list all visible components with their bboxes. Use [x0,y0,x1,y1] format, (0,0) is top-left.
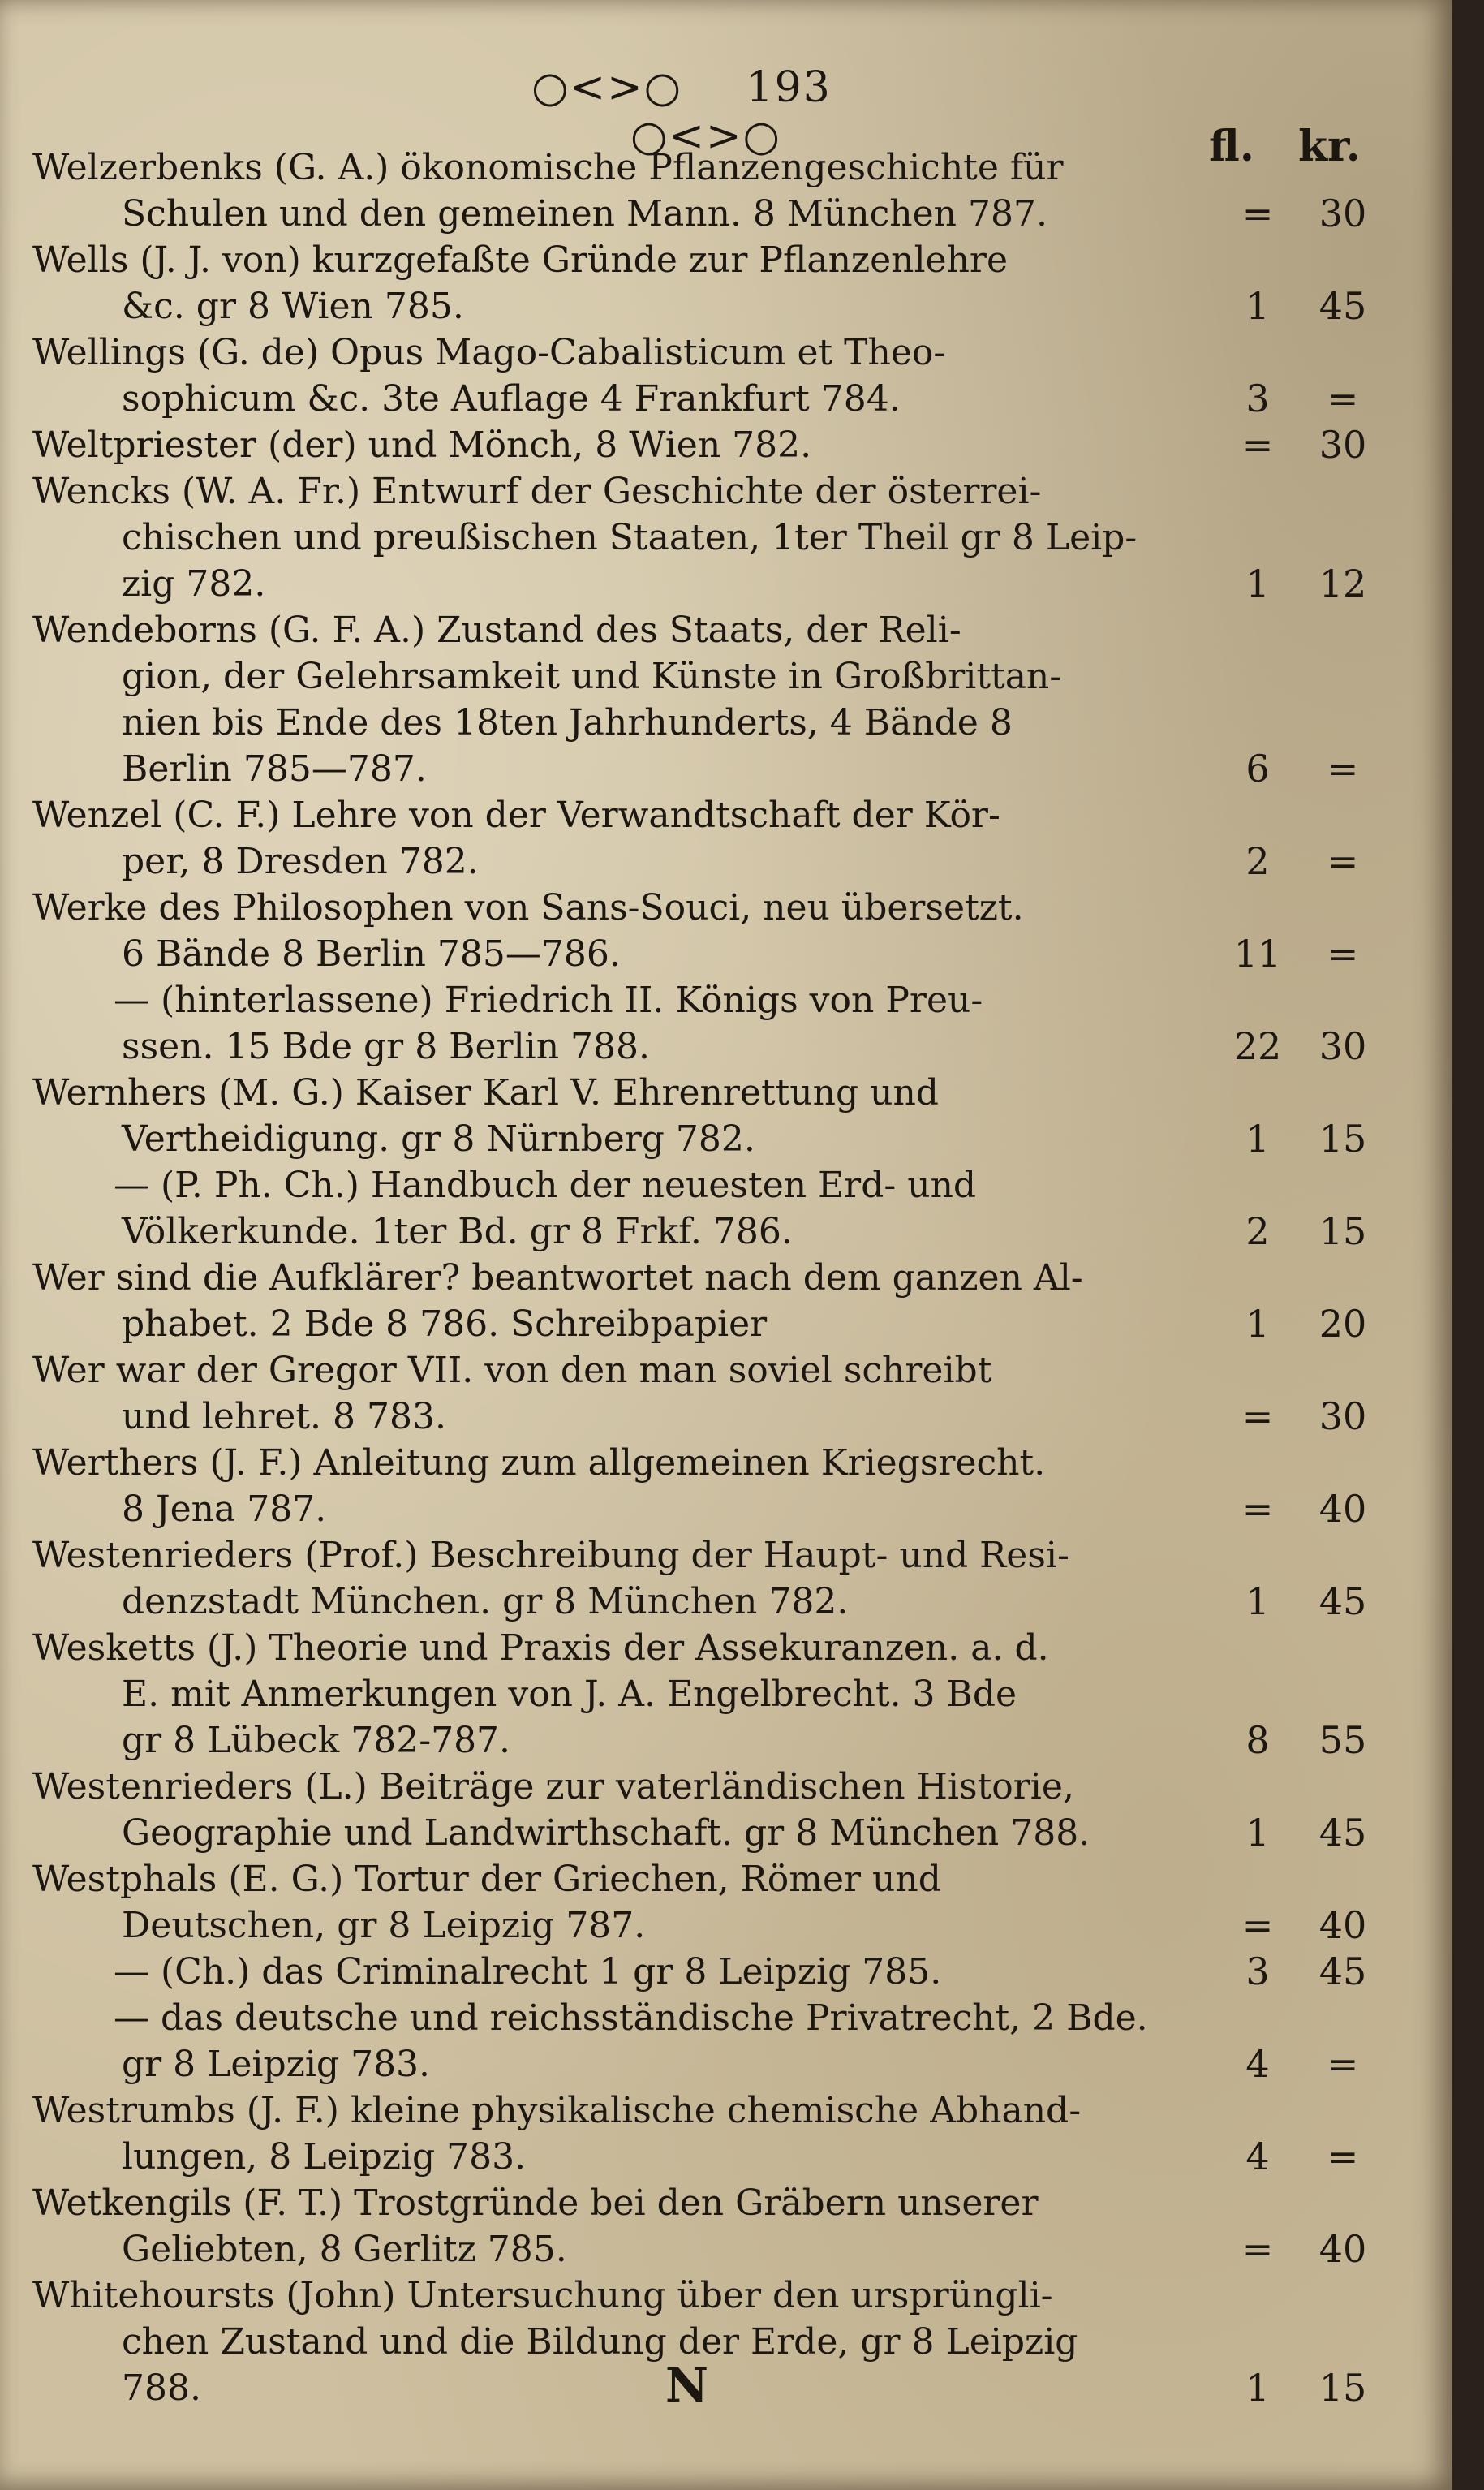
price-florins: 1 [1245,1579,1270,1623]
price-florins: 4 [1245,2042,1270,2086]
entry-line [32,515,1428,561]
entry-text: chischen und preußischen Staaten, 1ter Theil gr 8 Leip- [122,517,1138,558]
price-florins: 1 [1245,1302,1270,1346]
catalog-entry [32,1995,1428,2087]
entry-line [32,1902,1428,1949]
entry-text: — das deutsche und reichsständische Privatrecht, 2 Bde. [114,1997,1148,2039]
entry-text: Wetkengils (F. T.) Trostgründe bei den Gräbern unserer [32,2182,1039,2224]
entry-line [32,1995,1428,2041]
entry-text: 788. [122,2367,201,2409]
catalog-entry [32,422,1428,468]
catalog-entry [32,2272,1428,2411]
entry-line [32,746,1428,792]
entry-text: Geliebten, 8 Gerlitz 785. [122,2229,567,2270]
entry-text: Deutschen, gr 8 Leipzig 787. [122,1905,646,1946]
entry-line [32,700,1428,746]
entry-text: sophicum &c. 3te Auflage 4 Frankfurt 784. [122,378,901,420]
entry-text: Wer war der Gregor VII. von den man soviel schreibt [32,1350,992,1391]
entry-line [32,2272,1428,2319]
price-kreuzer: = [1327,747,1359,791]
entry-line [32,144,1428,191]
entry-line [32,1486,1428,1532]
entry-text: Wenzel (C. F.) Lehre von der Verwandtschaft der Kör- [32,795,1000,836]
entry-line [32,653,1428,700]
entry-line [32,607,1428,653]
entry-line [32,931,1428,977]
entry-text: &c. gr 8 Wien 785. [122,286,464,327]
entry-text: zig 782. [122,563,266,605]
entry-line [32,1208,1428,1255]
catalog-entry [32,1440,1428,1532]
price-florins: 3 [1245,377,1270,420]
entry-text: Weltpriester (der) und Mönch, 8 Wien 782. [32,424,812,466]
entry-text: Völkerkunde. 1ter Bd. gr 8 Frkf. 786. [122,1211,793,1252]
price-florins: 1 [1245,2366,1270,2410]
entry-text: Wesketts (J.) Theorie und Praxis der Assekuranzen. a. d. [32,1627,1049,1669]
price-kreuzer: = [1327,377,1359,420]
price-kreuzer: 30 [1318,423,1367,467]
entry-text: Wellings (G. de) Opus Mago-Cabalisticum et Theo- [32,332,946,373]
price-kreuzer: 15 [1318,1117,1367,1161]
entry-text: nien bis Ende des 18ten Jahrhunderts, 4 Bände 8 [122,702,1013,743]
price-kreuzer: 12 [1318,562,1367,605]
entry-line [32,792,1428,838]
page-number: 193 [746,63,832,112]
price-kreuzer: 30 [1318,1024,1367,1068]
entry-text: Geographie und Landwirthschaft. gr 8 München 788. [122,1812,1090,1854]
catalog-entry [32,468,1428,607]
catalog-entry [32,1949,1428,1995]
entry-line [32,1671,1428,1717]
price-kreuzer: = [1327,2042,1359,2086]
catalog-entry [32,1162,1428,1255]
kreuzer-column-header: kr. [1298,122,1361,171]
price-florins: 4 [1245,2135,1270,2178]
entry-line [32,1394,1428,1440]
catalog-entry [32,1625,1428,1764]
entry-text: — (P. Ph. Ch.) Handbuch der neuesten Erd- und [114,1165,977,1206]
entry-text: Berlin 785—787. [122,748,427,790]
catalog-entry [32,330,1428,422]
florin-column-header: fl. [1209,122,1254,171]
printer-signature: N [665,2358,709,2413]
price-kreuzer: 45 [1318,1811,1367,1855]
price-kreuzer: 30 [1318,192,1367,235]
entry-line [32,1023,1428,1070]
entry-line [32,1625,1428,1671]
left-ornament: ○<>○ [531,63,683,112]
catalog-entry [32,2180,1428,2272]
price-kreuzer: = [1327,932,1359,976]
entry-line [32,1116,1428,1162]
entry-line [32,2134,1428,2180]
price-kreuzer: = [1327,839,1359,883]
catalog-entry [32,1856,1428,1949]
entry-text: — (Ch.) das Criminalrecht 1 gr 8 Leipzig 785. [114,1951,942,1992]
entry-text: gion, der Gelehrsamkeit und Künste in Großbrittan- [122,656,1062,697]
entry-text: gr 8 Lübeck 782-787. [122,1720,511,1761]
catalog-entry [32,1255,1428,1347]
catalog-entry [32,2087,1428,2180]
price-florins: 22 [1233,1024,1282,1068]
price-kreuzer: 45 [1318,1949,1367,1993]
catalog-entry [32,1532,1428,1625]
entry-text: Whitehoursts (John) Untersuchung über den ursprüngli- [32,2275,1053,2316]
entry-text: E. mit Anmerkungen von J. A. Engelbrecht. 3 Bde [122,1674,1017,1715]
price-florins: 1 [1245,562,1270,605]
entry-line [32,2319,1428,2365]
price-florins: = [1241,1903,1274,1947]
catalog-entry [32,792,1428,885]
entry-line [32,1301,1428,1347]
price-kreuzer: 20 [1318,1302,1367,1346]
price-florins: 1 [1245,284,1270,328]
catalog-entry [32,237,1428,330]
entry-text: und lehret. 8 783. [122,1396,446,1437]
price-kreuzer: 15 [1318,2366,1367,2410]
entry-line [32,1532,1428,1579]
entry-text: Wer sind die Aufklärer? beantwortet nach dem ganzen Al- [32,1257,1083,1299]
price-kreuzer: = [1327,2135,1359,2178]
catalog-entry [32,977,1428,1070]
entry-text: Welzerbenks (G. A.) ökonomische Pflanzengeschichte für [32,147,1064,188]
catalog-entry [32,1347,1428,1440]
price-kreuzer: 30 [1318,1394,1367,1438]
entry-text: Wencks (W. A. Fr.) Entwurf der Geschichte der österrei- [32,471,1042,512]
price-florins: 3 [1245,1949,1270,1993]
entry-text: per, 8 Dresden 782. [122,841,479,882]
entry-text: 6 Bände 8 Berlin 785—786. [122,933,621,975]
entry-line [32,1162,1428,1208]
price-florins: 11 [1233,932,1282,976]
entry-text: phabet. 2 Bde 8 786. Schreibpapier [122,1303,768,1345]
price-kreuzer: 55 [1318,1718,1367,1762]
entry-line [32,283,1428,330]
entry-line [32,1347,1428,1394]
entry-text: Werke des Philosophen von Sans-Souci, neu übersetzt. [32,887,1024,928]
entry-line [32,1255,1428,1301]
entry-line [32,1717,1428,1764]
catalog-entry [32,144,1428,237]
entry-line [32,2041,1428,2087]
entry-text: Werthers (J. F.) Anleitung zum allgemeinen Kriegsrecht. [32,1442,1046,1484]
entry-text: Westenrieders (L.) Beiträge zur vaterländischen Historie, [32,1766,1074,1807]
entry-text: — (hinterlassene) Friedrich II. Königs von Preu- [114,980,983,1021]
price-florins: 2 [1245,1209,1270,1253]
entry-line [32,977,1428,1023]
entry-line [32,2087,1428,2134]
entry-text: Vertheidigung. gr 8 Nürnberg 782. [122,1118,755,1160]
entry-line [32,1070,1428,1116]
catalog-entry-list [32,144,1428,2411]
price-kreuzer: 45 [1318,1579,1367,1623]
entry-line [32,468,1428,515]
entry-line [32,2365,1428,2411]
entry-text: lungen, 8 Leipzig 783. [122,2136,527,2178]
entry-line [32,330,1428,376]
price-florins: = [1241,2227,1274,2271]
price-kreuzer: 40 [1318,1903,1367,1947]
catalog-entry [32,1764,1428,1856]
entry-text: Westphals (E. G.) Tortur der Griechen, Römer und [32,1859,941,1900]
price-florins: = [1241,192,1274,235]
entry-line [32,422,1428,468]
catalog-entry [32,885,1428,977]
entry-text: Wernhers (M. G.) Kaiser Karl V. Ehrenrettung und [32,1072,939,1114]
entry-line [32,1440,1428,1486]
entry-line [32,1764,1428,1810]
catalog-entry [32,607,1428,792]
entry-text: chen Zustand und die Bildung der Erde, gr 8 Leipzig [122,2321,1078,2363]
price-kreuzer: 45 [1318,284,1367,328]
entry-line [32,1579,1428,1625]
entry-text: ssen. 15 Bde gr 8 Berlin 788. [122,1026,651,1067]
entry-line [32,376,1428,422]
entry-line [32,2180,1428,2226]
entry-text: 8 Jena 787. [122,1488,327,1530]
price-florins: = [1241,1394,1274,1438]
price-florins: 1 [1245,1811,1270,1855]
entry-line [32,191,1428,237]
entry-line [32,2226,1428,2272]
entry-text: Schulen und den gemeinen Mann. 8 München 787. [122,193,1047,235]
entry-line [32,237,1428,283]
entry-text: gr 8 Leipzig 783. [122,2044,431,2085]
entry-text: Wendeborns (G. F. A.) Zustand des Staats, der Reli- [32,610,961,651]
entry-text: denzstadt München. gr 8 München 782. [122,1581,849,1622]
entry-line [32,838,1428,885]
price-florins: = [1241,423,1274,467]
entry-line [32,561,1428,607]
catalog-entry [32,1070,1428,1162]
right-ornament: ○<>○ [630,112,781,161]
price-florins: 6 [1245,747,1270,791]
entry-text: Wells (J. J. von) kurzgefaßte Gründe zur Pflanzenlehre [32,239,1009,281]
entry-text: Westenrieders (Prof.) Beschreibung der Haupt- und Resi- [32,1535,1069,1576]
entry-line [32,885,1428,931]
entry-line [32,1856,1428,1902]
entry-text: Westrumbs (J. F.) kleine physikalische chemische Abhand- [32,2090,1082,2131]
price-kreuzer: 15 [1318,1209,1367,1253]
entry-line [32,1810,1428,1856]
price-kreuzer: 40 [1318,1487,1367,1531]
price-florins: = [1241,1487,1274,1531]
price-florins: 8 [1245,1718,1270,1762]
entry-line [32,1949,1428,1995]
price-florins: 1 [1245,1117,1270,1161]
price-kreuzer: 40 [1318,2227,1367,2271]
price-florins: 2 [1245,839,1270,883]
